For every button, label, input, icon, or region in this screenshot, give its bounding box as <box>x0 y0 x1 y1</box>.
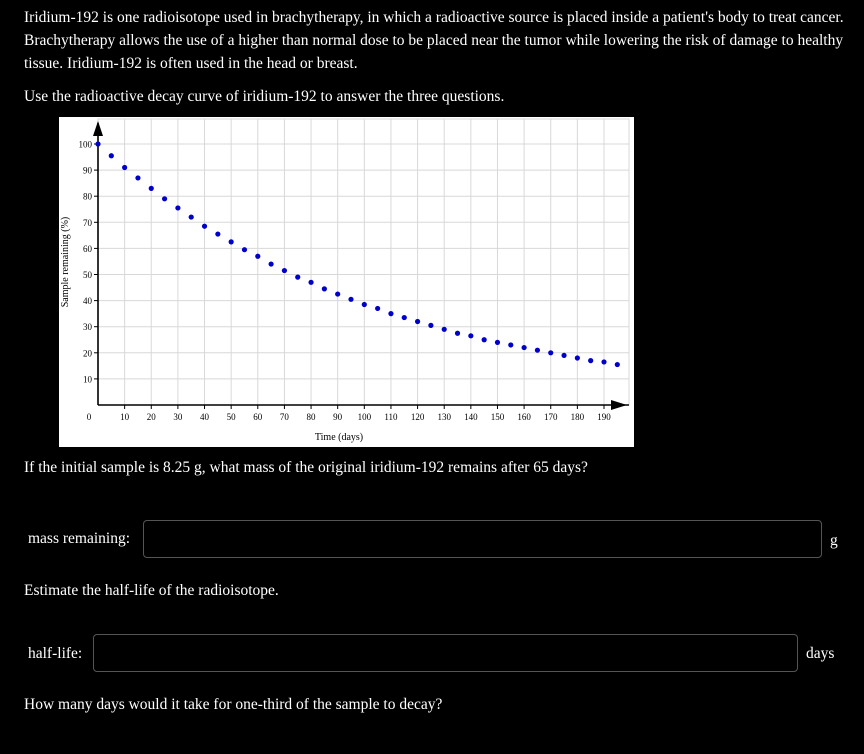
data-point <box>242 247 247 252</box>
x-tick-label: 40 <box>200 412 210 422</box>
x-tick-label: 60 <box>253 412 263 422</box>
data-point <box>468 333 473 338</box>
data-point <box>149 186 154 191</box>
data-point <box>175 205 180 210</box>
data-point <box>402 315 407 320</box>
data-point <box>308 280 313 285</box>
half-life-input[interactable] <box>93 634 798 672</box>
tick-labels <box>79 140 612 423</box>
x-tick-label: 120 <box>410 412 425 422</box>
data-point <box>415 319 420 324</box>
x-tick-label: 100 <box>357 412 372 422</box>
data-point <box>455 331 460 336</box>
data-point <box>215 231 220 236</box>
data-point <box>482 337 487 342</box>
y-tick-label: 50 <box>83 270 92 280</box>
data-point <box>548 350 553 355</box>
data-point <box>615 362 620 367</box>
decay-curve-svg <box>59 117 634 447</box>
y-tick-label: 60 <box>83 243 92 254</box>
data-point <box>442 327 447 332</box>
x-tick-label: 30 <box>173 412 183 422</box>
x-tick-label: 70 <box>279 412 289 422</box>
y-tick-label: 30 <box>83 322 92 333</box>
data-point <box>575 355 580 360</box>
data-point <box>269 261 274 266</box>
mass-remaining-label: mass remaining: <box>28 530 131 547</box>
data-point <box>495 340 500 345</box>
x-tick-label: 130 <box>437 412 451 422</box>
y-tick-label: 100 <box>78 139 92 150</box>
data-point <box>561 353 566 358</box>
data-point <box>122 165 127 170</box>
data-point <box>535 348 540 353</box>
x-tick-label: 190 <box>597 412 611 422</box>
data-point <box>255 254 260 259</box>
y-tick-label: 20 <box>83 348 92 359</box>
instruction-text: Use the radioactive decay curve of iridium-192 to answer the three questions. <box>24 88 505 105</box>
x-axis-label: Time (days) <box>314 432 364 443</box>
data-point <box>282 268 287 273</box>
data-point <box>508 342 513 347</box>
y-tick-label: 40 <box>83 296 92 307</box>
y-axis-label: Sample remaining (%) <box>60 216 71 308</box>
data-point <box>388 311 393 316</box>
data-point <box>135 175 140 180</box>
data-point <box>95 141 100 146</box>
data-point <box>362 302 367 307</box>
data-point <box>162 196 167 201</box>
data-point <box>322 286 327 291</box>
data-point <box>428 323 433 328</box>
x-tick-label: 10 <box>120 412 130 422</box>
x-tick-label: 110 <box>384 412 398 422</box>
question-3-text: How many days would it take for one-third of the sample to decay? <box>24 696 443 713</box>
x-tick-label: 0 <box>86 412 92 422</box>
x-tick-label: 140 <box>464 412 478 422</box>
data-point <box>588 358 593 363</box>
data-points <box>95 141 620 367</box>
intro-paragraph: Iridium-192 is one radioisotope used in brachytherapy, in which a radioactive source is placed inside a patient's body to treat cancer. Brachytherapy allows the use of a higher than normal dose to be placed near the tumor while lowering the risk of damage to healthy tissue. Iridium-192 is often used in the head or breast. <box>24 9 844 72</box>
x-axis-arrow <box>611 400 627 410</box>
mass-unit: g <box>830 532 838 549</box>
x-tick-label: 170 <box>543 412 558 422</box>
grid-lines <box>98 119 629 405</box>
axes <box>93 121 629 410</box>
y-tick-label: 10 <box>83 374 92 385</box>
half-life-unit: days <box>806 645 835 662</box>
data-point <box>601 359 606 364</box>
data-point <box>335 291 340 296</box>
y-axis-arrow <box>93 121 103 136</box>
decay-curve-chart <box>59 117 634 447</box>
data-point <box>189 214 194 219</box>
x-tick-label: 160 <box>517 412 531 422</box>
x-tick-label: 150 <box>490 412 505 422</box>
data-point <box>348 297 353 302</box>
y-tick-label: 80 <box>83 191 92 202</box>
x-tick-label: 80 <box>306 412 316 422</box>
data-point <box>295 275 300 280</box>
x-tick-label: 20 <box>146 412 156 422</box>
question-1-text: If the initial sample is 8.25 g, what mass of the original iridium-192 remains after 65 days? <box>24 459 588 476</box>
y-tick-label: 90 <box>83 165 92 176</box>
data-point <box>229 239 234 244</box>
data-point <box>375 306 380 311</box>
x-tick-label: 180 <box>570 412 585 422</box>
x-tick-label: 90 <box>333 412 343 422</box>
x-tick-label: 50 <box>226 412 236 422</box>
mass-remaining-input[interactable] <box>143 520 822 558</box>
data-point <box>522 345 527 350</box>
data-point <box>109 153 114 158</box>
data-point <box>202 224 207 229</box>
y-tick-label: 70 <box>83 217 92 228</box>
question-2-text: Estimate the half-life of the radioisotope. <box>24 582 279 599</box>
half-life-label: half-life: <box>28 645 83 662</box>
